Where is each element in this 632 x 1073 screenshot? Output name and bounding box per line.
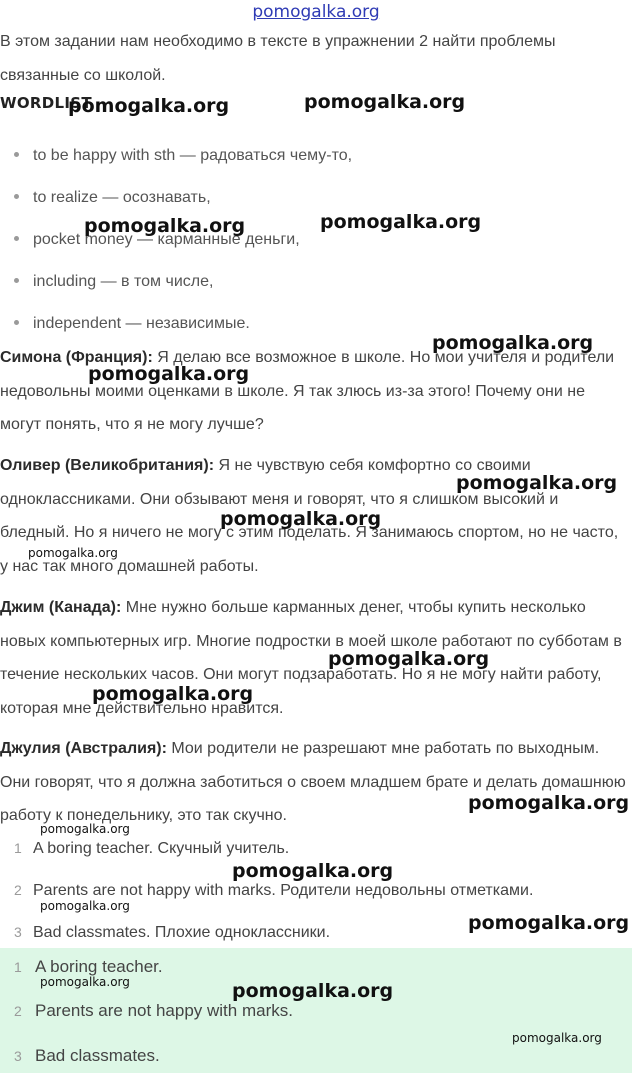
speaker-name: Оливер (Великобритания): [0, 457, 215, 474]
intro-text: В этом задании нам необходимо в тексте в упражнении 2 найти проблемы связанные со школой. [0, 33, 556, 84]
paragraph-oliver: Оливер (Великобритания): Я не чувствую себя комфортно со своими одноклассниками. Они обзывают меня и говорят, что я слишком высокий и бледный. Но я ничего не могу с этим поделать. Я занимаюсь спортом, но не часто, у нас так много домашней работы. [0, 457, 619, 575]
list-item: 1 A boring teacher. Скучный учитель. [14, 840, 290, 857]
watermark: pomogalka.org [220, 508, 382, 530]
watermark: pomogalka.org [40, 822, 130, 836]
answer-item: 3 Bad classmates. [14, 1046, 160, 1065]
bullet-icon [14, 320, 19, 325]
watermark: pomogalka.org [456, 472, 618, 494]
bullet-icon [14, 278, 19, 283]
watermark: pomogalka.org [88, 363, 250, 385]
bullet-icon [14, 194, 19, 199]
wordlist-item: to realize — осознавать, [14, 189, 211, 207]
wordlist-item: including — в том числе, [14, 273, 213, 291]
answer-box [0, 948, 632, 1073]
watermark: pomogalka.org [68, 95, 230, 117]
paragraph-jim: Джим (Канада): Мне нужно больше карманных денег, чтобы купить несколько новых компьютерных игр. Многие подростки в моей школе работают по субботам в течение нескольких часов. Они могут подзаработать. Но я не могу найти работу, которая мне действительно нравится. [0, 599, 622, 717]
list-item: 3 Bad classmates. Плохие одноклассники. [14, 924, 331, 941]
bullet-icon [14, 236, 19, 241]
watermark: pomogalka.org [468, 912, 630, 934]
watermark: pomogalka.org [28, 546, 118, 560]
list-item: 2 Parents are not happy with marks. Родители недовольны отметками. [14, 882, 534, 899]
watermark: pomogalka.org [232, 860, 394, 882]
paragraph-julia: Джулия (Австралия): Мои родители не разрешают мне работать по выходным. Они говорят, что я должна заботиться о своем младшем брате и делать домашнюю работу к понедельнику, это так скучно. [0, 740, 626, 824]
watermark: pomogalka.org [512, 1031, 602, 1045]
wordlist-item: to be happy with sth — радоваться чему-то, [14, 147, 352, 165]
answer-item: 2 Parents are not happy with marks. [14, 1001, 293, 1020]
watermark: pomogalka.org [40, 899, 130, 913]
watermark: pomogalka.org [92, 683, 254, 705]
watermark: pomogalka.org [232, 980, 394, 1002]
wordlist-item: pocket money — карманные деньги, [14, 231, 300, 249]
watermark: pomogalka.org [468, 792, 630, 814]
watermark: pomogalka.org [84, 215, 246, 237]
speaker-name: Джулия (Австралия): [0, 740, 167, 757]
watermark: pomogalka.org [320, 211, 482, 233]
answer-item: 1 A boring teacher. [14, 957, 163, 976]
watermark: pomogalka.org [328, 648, 490, 670]
bullet-icon [14, 152, 19, 157]
wordlist-item: independent — независимые. [14, 315, 250, 333]
wordlist-heading: WORDLIST [0, 94, 92, 112]
watermark: pomogalka.org [304, 91, 466, 113]
watermark: pomogalka.org [40, 975, 130, 989]
paragraph-simona: Симона (Франция): Я делаю все возможное в школе. Но мои учителя и родители недовольны моими оценками в школе. Я так злюсь из-за этого! Почему они не могут понять, что я не могу лучше? [0, 349, 615, 433]
watermark: pomogalka.org [432, 332, 594, 354]
speaker-name: Симона (Франция): [0, 349, 153, 366]
site-link[interactable]: pomogalka.org [252, 2, 380, 22]
speaker-name: Джим (Канада): [0, 599, 122, 616]
